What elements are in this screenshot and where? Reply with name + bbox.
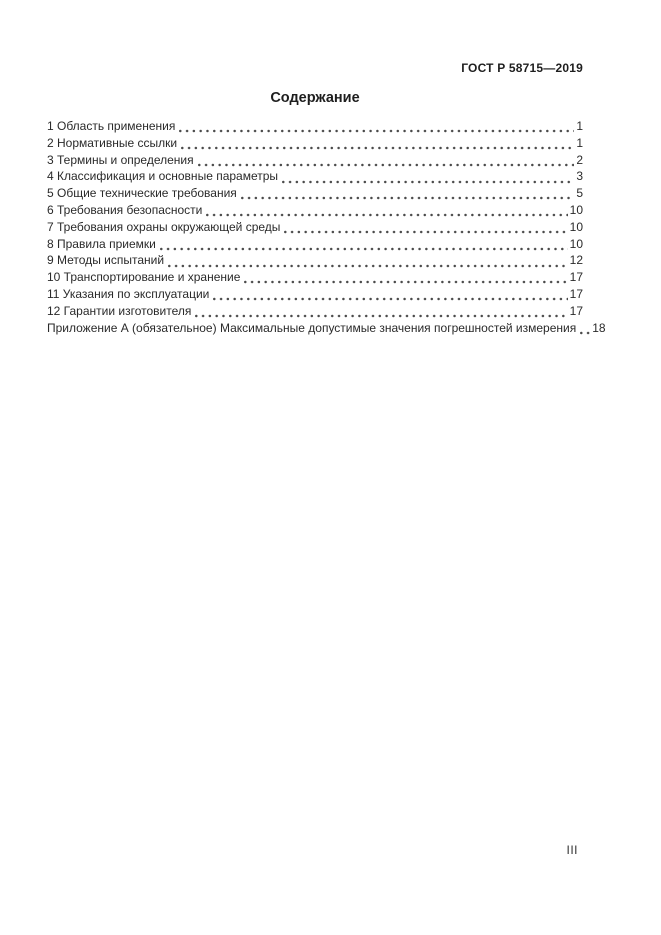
dot-leader	[195, 314, 567, 318]
toc-item-page: 17	[569, 286, 583, 301]
dot-leader	[160, 247, 568, 251]
toc-item-label: 2 Нормативные ссылки	[47, 135, 178, 150]
toc-item-label: Приложение А (обязательное) Максимальные допустимые значения погрешностей измерения	[47, 320, 577, 335]
toc-list	[47, 119, 606, 337]
toc-item-label: 4 Классификация и основные параметры	[47, 169, 279, 184]
toc-item-label: 10 Транспортирование и хранение	[47, 270, 241, 285]
toc-item-page: 12	[569, 253, 583, 268]
footer-page-number: III	[566, 843, 578, 857]
dot-leader	[181, 146, 574, 150]
toc-row	[47, 169, 583, 186]
toc-row	[47, 119, 583, 136]
dot-leader	[198, 163, 575, 167]
toc-item-label: 3 Термины и определения	[47, 152, 194, 167]
dot-leader	[179, 129, 574, 133]
toc-row	[47, 136, 583, 153]
toc-item-label: 12 Гарантии изготовителя	[47, 303, 192, 318]
toc-row	[47, 253, 583, 270]
dot-leader	[580, 331, 590, 335]
toc-item-label: 9 Методы испытаний	[47, 253, 165, 268]
dot-leader	[206, 213, 567, 217]
document-designation: ГОСТ Р 58715—2019	[461, 61, 583, 75]
page-title: Содержание	[270, 90, 360, 106]
toc-item-label: 5 Общие технические требования	[47, 186, 237, 201]
toc-item-label: 7 Требования охраны окружающей среды	[47, 219, 281, 234]
toc-row	[47, 220, 583, 237]
toc-item-page: 1	[576, 135, 583, 150]
dot-leader	[244, 280, 567, 284]
toc-row	[47, 153, 583, 170]
dot-leader	[213, 297, 567, 301]
toc-item-label: 11 Указания по эксплуатации	[47, 286, 210, 301]
dot-leader	[284, 230, 567, 234]
toc-item-page: 17	[569, 303, 583, 318]
toc-row	[47, 320, 606, 338]
toc-item-page: 3	[576, 169, 583, 184]
toc-item-label: 1 Область применения	[47, 119, 176, 133]
toc-row	[47, 237, 583, 254]
dot-leader	[241, 196, 575, 200]
toc-item-page: 10	[569, 219, 583, 234]
toc-row	[47, 186, 583, 203]
toc-item-page: 2	[576, 152, 583, 167]
dot-leader	[168, 264, 568, 268]
dot-leader	[282, 180, 574, 184]
toc-item-label: 8 Правила приемки	[47, 236, 156, 251]
toc-item-page: 1	[576, 119, 583, 133]
toc-item-page: 5	[576, 186, 583, 201]
toc-item-page: 10	[569, 202, 583, 217]
toc-item-page: 10	[569, 236, 583, 251]
toc-item-page: 17	[569, 270, 583, 285]
toc-row	[47, 203, 583, 220]
toc-row	[47, 287, 583, 304]
toc-item-label: 6 Требования безопасности	[47, 202, 203, 217]
toc-item-page: 18	[592, 320, 606, 335]
toc-row	[47, 304, 583, 321]
toc-row	[47, 270, 583, 287]
